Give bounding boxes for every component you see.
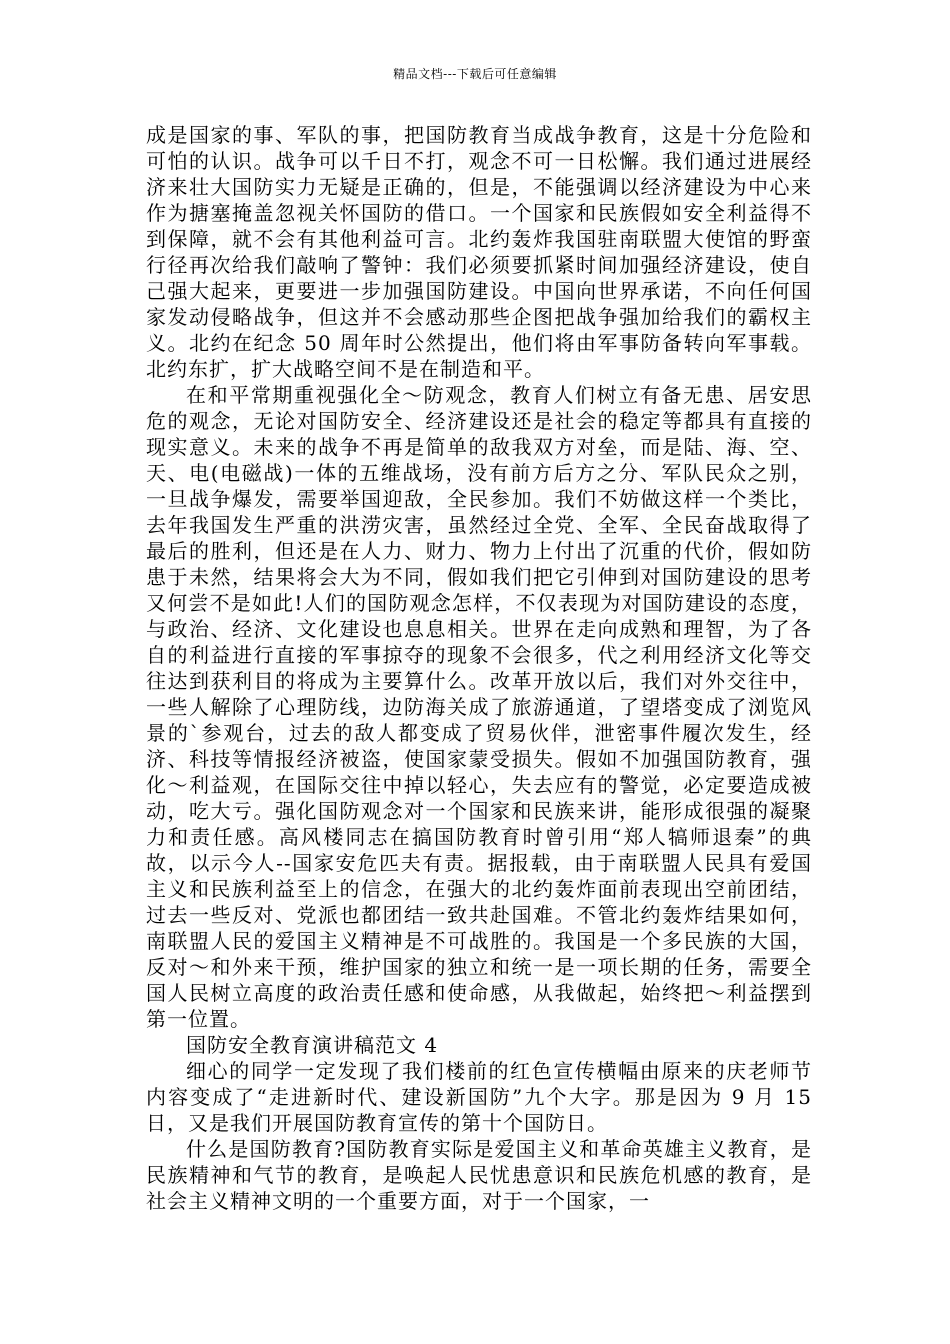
paragraph-what-is-defense-education: 什么是国防教育?国防教育实际是爱国主义和革命英雄主义教育，是民族精神和气节的教育，是唤起人民忧患意识和民族危机感的教育，是社会主义精神文明的一个重要方面，对于一个国家，一 (146, 1137, 812, 1213)
section-heading: 国防安全教育演讲稿范文 4 (186, 1033, 439, 1057)
paragraph-national-defense-awareness: 在和平常期重视强化全～防观念，教育人们树立有备无患、居安思危的观念，无论对国防安全、经济建设还是社会的稳定等都具有直接的现实意义。未来的战争不再是简单的敌我双方对垒，而是陆、海、空、天、电(电磁战)一体的五维战场，没有前方后方之分、军队民众之别，一旦战争爆发，需要举国迎敌，全民参加。我们不妨做这样一个类比，去年我国发生严重的洪涝灾害，虽然经过全党、全军、全民奋战取得了最后的胜利，但还是在人力、财力、物力上付出了沉重的代价，假如防患于未然，结果将会大为不同，假如我们把它引伸到对国防建设的思考又何尝不是如此!人们的国防观念怎样，不仅表现为对国防建设的态度，与政治、经济、文化建设也息息相关。世界在走向成熟和理智，为了各自的利益进行直接的军事掠夺的现象不会很多，代之利用经济文化等交往达到获利目的将成为主要算什么。改革开放以后，我们对外交往中，一些人解除了心理防线，边防海关成了旅游通道，了望塔变成了浏览风景的`参观台，过去的敌人都变成了贸易伙伴，泄密事件履次发生，经济、科技等情报经济被盗，使国家蒙受损失。假如不加强国防教育，强化～利益观，在国际交往中掉以轻心，失去应有的警觉，必定要造成被动，吃大亏。强化国防观念对一个国家和民族来讲，能形成很强的凝聚力和责任感。高风楼同志在搞国防教育时曾引用“郑人犒师退秦”的典故，以示今人--国家安危匹夫有责。据报载，由于南联盟人民具有爱国主义和民族利益至上的信念，在强大的北约轰炸面前表现出空前团结，过去一些反对、党派也都团结一致共赴国难。不管北约轰炸结果如何，南联盟人民的爱国主义精神是不可战胜的。我国是一个多民族的大国，反对～和外来干预，维护国家的独立和统一是一项长期的任务，需要全国人民树立高度的政治责任感和使命感，从我做起，始终把～利益摆到第一位置。 (146, 383, 812, 1031)
document-body (146, 122, 812, 1214)
paragraph-banner: 细心的同学一定发现了我们楼前的红色宣传横幅由原来的庆老师节内容变成了“走进新时代、建设新国防”九个大字。那是因为 9 月 15 日，又是我们开展国防教育宣传的第十个国防日。 (146, 1059, 812, 1135)
paragraph-continued: 成是国家的事、军队的事，把国防教育当成战争教育，这是十分危险和可怕的认识。战争可以千日不打，观念不可一日松懈。我们通过进展经济来壮大国防实力无疑是正确的，但是，不能强调以经济建设为中心来作为搪塞掩盖忽视关怀国防的借口。一个国家和民族假如安全利益得不到保障，就不会有其他利益可言。北约轰炸我国驻南联盟大使馆的野蛮行径再次给我们敲响了警钟：我们必须要抓紧时间加强经济建设，使自己强大起来，更要进一步加强国防建设。中国向世界承诺，不向任何国家发动侵略战争，但这并不会感动那些企图把战争强加给我们的霸权主义。北约在纪念 50 周年时公然提出，他们将由军事防备转向军事载。北约东扩，扩大战略空间不是在制造和平。 (146, 123, 812, 381)
page-header: 精品文档---下载后可任意编辑 (393, 67, 557, 81)
